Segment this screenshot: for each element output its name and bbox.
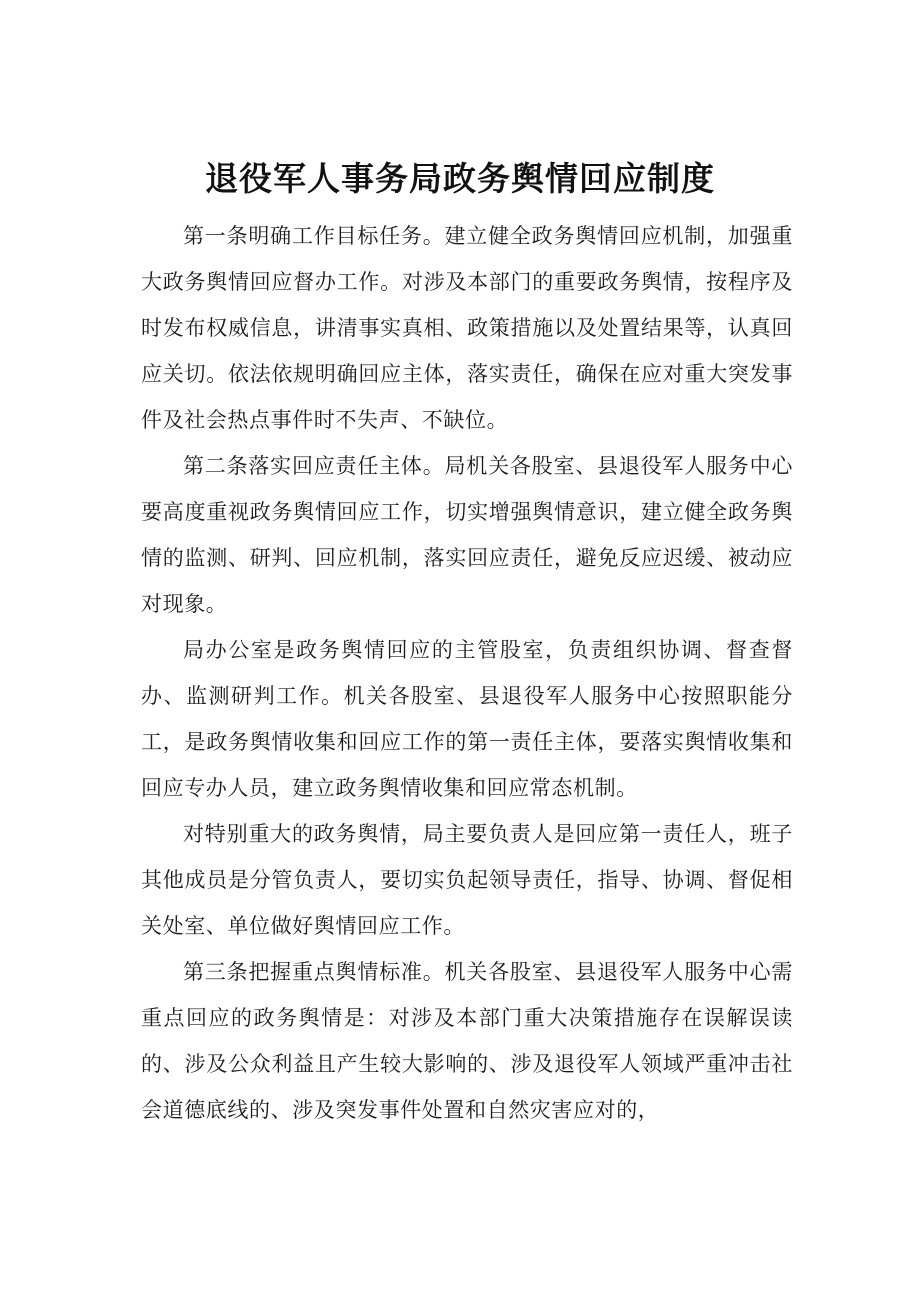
paragraph-article-3: 第三条把握重点舆情标准。机关各股室、县退役军人服务中心需重点回应的政务舆情是：对涉及本部门重大决策措施存在误解误读的、涉及公众利益且产生较大影响的、涉及退役军人领域严重冲击社会道德底线的、涉及突发事件处置和自然灾害应对的，	[141, 960, 793, 1122]
paragraph-major-opinion: 对特别重大的政务舆情，局主要负责人是回应第一责任人，班子其他成员是分管负责人，要切实负起领导责任，指导、协调、督促相关处室、单位做好舆情回应工作。	[141, 822, 793, 938]
document-body	[141, 213, 793, 1133]
document-title: 退役军人事务局政务舆情回应制度	[205, 159, 715, 199]
paragraph-article-2: 第二条落实回应责任主体。局机关各股室、县退役军人服务中心要高度重视政务舆情回应工作，切实增强舆情意识，建立健全政务舆情的监测、研判、回应机制，落实回应责任，避免反应迟缓、被动应对现象。	[141, 454, 793, 616]
paragraph-article-1: 第一条明确工作目标任务。建立健全政务舆情回应机制，加强重大政务舆情回应督办工作。对涉及本部门的重要政务舆情，按程序及时发布权威信息，讲清事实真相、政策措施以及处置结果等，认真回应关切。依法依规明确回应主体，落实责任，确保在应对重大突发事件及社会热点事件时不失声、不缺位。	[141, 224, 793, 432]
paragraph-office-role: 局办公室是政务舆情回应的主管股室，负责组织协调、督查督办、监测研判工作。机关各股室、县退役军人服务中心按照职能分工，是政务舆情收集和回应工作的第一责任主体，要落实舆情收集和回应专办人员，建立政务舆情收集和回应常态机制。	[141, 638, 793, 800]
